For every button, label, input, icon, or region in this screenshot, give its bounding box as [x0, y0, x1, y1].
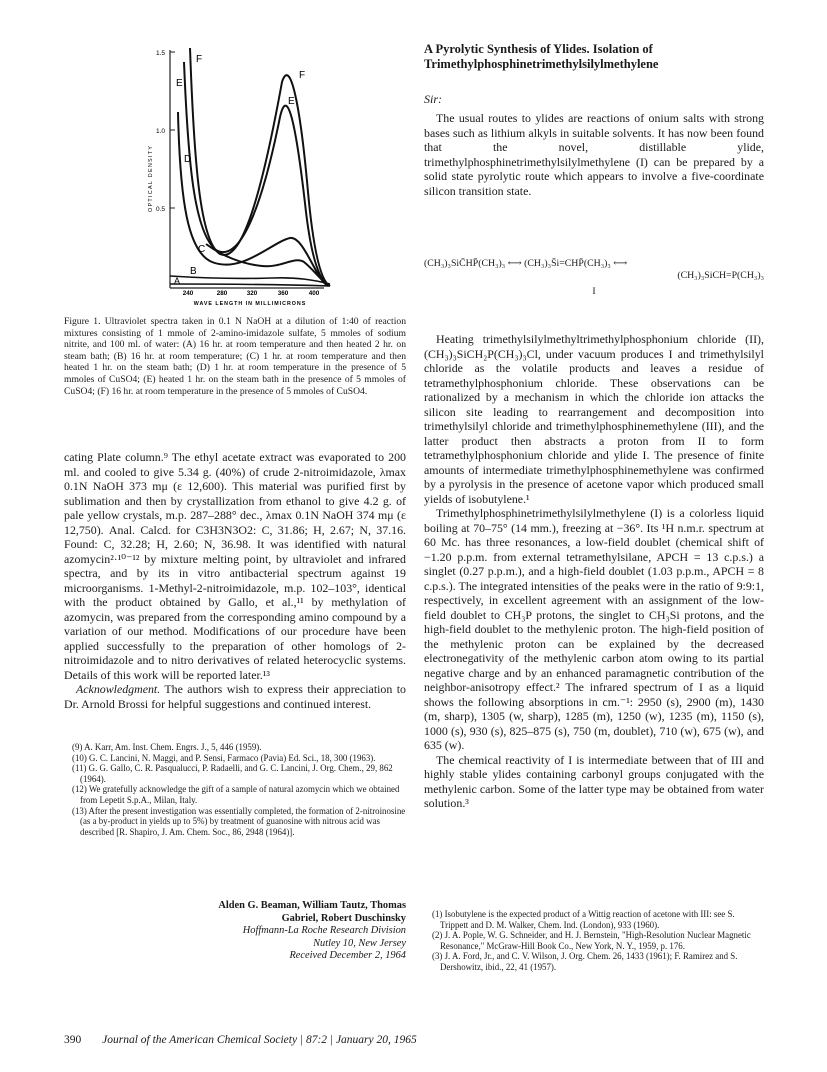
curve-a	[170, 284, 330, 286]
curve-b	[170, 276, 330, 284]
right-body	[424, 332, 764, 811]
footnote: (9) A. Karr, Am. Inst. Chem. Engrs. J., 5, 446 (1959).	[72, 742, 262, 752]
resonance-equation	[424, 258, 764, 298]
figure-uv-spectra	[132, 42, 342, 307]
footnote: (3) J. A. Ford, Jr., and C. V. Wilson, J. Org. Chem. 26, 1433 (1961); F. Ramirez and S. Dershowitz, ibid., 22, 41 (1957).	[432, 951, 738, 972]
article-title: A Pyrolytic Synthesis of Ylides. Isolation of Trimethylphosphinetrimethylsilylmethylene	[424, 42, 659, 71]
x-tick-label: 240	[182, 290, 194, 297]
acknowledgment-paragraph	[64, 682, 406, 711]
y-tick-label: 1.0	[155, 128, 165, 135]
journal-citation: Journal of the American Chemical Society | 87:2 | January 20, 1965	[102, 1034, 417, 1046]
authors: Alden G. Beaman, William Tautz, Thomas Gabriel, Robert Duschinsky	[218, 900, 406, 924]
affiliation: Hoffmann-La Roche Research Division	[242, 925, 406, 937]
footnote: (11) G. G. Gallo, C. R. Pasqualucci, P. Radaelli, and G. C. Lancini, J. Org. Chem., 29, 862 (1964).	[72, 763, 393, 784]
x-tick-label: 280	[216, 290, 228, 297]
footnote: (12) We gratefully acknowledge the gift of a sample of natural azomycin which we obtained from Lepetit S.p.A., Milan, Italy.	[72, 784, 400, 805]
equation-line-2: (CH₃)₃SiCH=P(CH₃)₃	[677, 270, 764, 281]
body-paragraph: The chemical reactivity of I is intermediate between that of III and highly stable ylides containing carbonyl groups conjugated with the methylenic carbon. Some of the latter type may be obtained from water solution.³	[424, 752, 764, 810]
footnote: (10) G. C. Lancini, N. Maggi, and P. Sensi, Farmaco (Pavia) Ed. Sci., 18, 300 (1963).	[72, 752, 376, 763]
curve-label: E	[288, 96, 295, 107]
curve-label: E	[176, 78, 183, 89]
equation-line-1: (CH₃)₃SiC̄HP̄(CH₃)₃ ⟷ (CH₃)₃S̄i=CHP̄(CH₃)₃ ⟷	[424, 258, 628, 269]
curve-label: A	[174, 276, 181, 286]
x-axis-label: WAVE LENGTH IN MILLIMICRONS	[193, 301, 307, 307]
footnote: (1) Isobutylene is the expected product of a Wittig reaction of acetone with III: see S. Trippett and D. M. Walker, Chem. Ind. (London), 933 (1960).	[432, 909, 735, 930]
x-tick-label: 400	[308, 290, 320, 297]
y-tick-label: 1.5	[155, 50, 165, 57]
body-paragraph: Heating trimethylsilylmethyltrimethylphosphonium chloride (II), (CH₃)₃SiCH₂P(CH₃)₃Cl, under vacuum produces I and trimethylsilyl chloride as the volatile products and leaves a residue of tetramethylphosphonium chloride. These observations can be rationalized by a mechanism in which the chloride ion attacks the silicon site leading to rearrangement and decomposition into trimethylsilyl chloride and trimethylphosphinemethylene (III), and the latter product then abstracts a proton from II to form tetramethylphosphonium chloride and ylide I. The presence of finite amounts of intermediate trimethylphosphinemethylene was confirmed by a pyrolysis in the presence of acetone vapor which produced small yields of isobutylene.¹	[424, 332, 764, 506]
signature-block	[196, 900, 406, 963]
y-tick-label: 0.5	[155, 206, 165, 213]
x-tick-label: 320	[246, 290, 258, 297]
spectra-plot	[132, 42, 342, 307]
curve-label: C	[198, 244, 206, 255]
acknowledgment-label: Acknowledgment.	[76, 682, 161, 696]
location: Nutley 10, New Jersey	[313, 937, 406, 949]
intro-paragraph: The usual routes to ylides are reactions of onium salts with strong bases such as lithium alkyls in suitable solvents. It has now been found that the novel, distillable ylide, trimethylphosphinetrimethylsilylmethylene (I) can be prepared by a solid state pyrolytic route which appears to involve a five-coordinate silicon transition state.	[424, 111, 764, 198]
left-column	[64, 450, 406, 711]
body-paragraph: Trimethylphosphinetrimethylsilylmethylene (I) is a colorless liquid boiling at 70–75° (14 mm.), freezing at −36°. Its ¹H n.m.r. spectrum at 60 Mc. has three resonances, a low-field doublet (chemical shift of −1.20 p.p.m. from external tetramethylsilane, APCH = 13 c.p.s.) a singlet (0.27 p.p.m.), and a high-field doublet (1.03 p.p.m., APCH = 8 c.p.s.). The integrated intensities of the peaks were in the ratio of 9:9:1, respectively, in excellent agreement with an assignment of the low-field doublet to CH₃P protons, the singlet to CH₃Si protons, and the high-field doublet to the methylenic proton. The high-field position of the methylenic proton can be explained by the decreased electronegativity of the methylenic carbon atom owing to its partial negative charge and by an enhanced paramagnetic contribution of the neighbor-anisotropy effect.² The infrared spectrum of I as a liquid shows the following absorptions in cm.⁻¹: 2950 (s), 2900 (m), 1430 (m, sharp), 1305 (w, sharp), 1285 (m), 1250 (w), 1235 (m), 1150 (s), 1000 (s), 930 (s), 825–875 (s), 750 (m, doublet), 710 (w), 675 (w), and 635 (w).	[424, 506, 764, 752]
right-footnotes	[432, 909, 764, 973]
page-number: 390	[64, 1034, 82, 1046]
curve-f	[190, 48, 330, 286]
figure-caption: Figure 1. Ultraviolet spectra taken in 0.1 N NaOH at a dilution of 1:40 of reaction mixtures consisting of 1 mmole of 2-amino-imidazole sulfate, 5 mmoles of sodium nitrite, and 100 ml. of water: (A) 16 hr. at room temperature and then heated 2 hr. on steam bath; (B) 16 hr. at room temperature; (C) 1 hr. at room temperature and then heated 1 hr. on the steam bath; (D) 1 hr. at room temperature in the presence of 5 mmoles of CuSO4; (E) heated 1 hr. on the steam bath in the presence of 5 mmoles of CuSO4; (F) 16 hr. at room temperature in the presence of 5 mmoles of CuSO4.	[64, 316, 406, 397]
curve-label: B	[190, 266, 197, 277]
footnote: (2) J. A. Pople, W. G. Schneider, and H. J. Bernstein, "High-Resolution Nuclear Magnetic Resonance," McGraw-Hill Book Co., New York, N. Y., 1959, p. 176.	[432, 930, 751, 951]
page-footer	[64, 1034, 764, 1046]
curve-label: F	[299, 70, 306, 81]
salutation: Sir:	[424, 92, 442, 106]
curve-label: F	[196, 54, 203, 65]
body-paragraph: cating Plate column.⁹ The ethyl acetate extract was evaporated to 200 ml. and cooled to give 5.34 g. (40%) of crude 2-nitroimidazole, λmax 0.1N NaOH 373 mμ (ε 12,600). This material was purified first by sublimation and then by crystallization from ethanol to give 4.2 g. of pale yellow crystals, m.p. 287–288° dec., λmax 0.1N NaOH 374 mμ (ε 12,750). Anal. Calcd. for C3H3N3O2: C, 31.86; H, 2.67; N, 37.16. Found: C, 32.28; H, 2.60; N, 36.98. It was identified with natural azomycin²·¹⁰⁻¹² by mixture melting point, by ultraviolet and infrared spectra, and by its in vitro antibacterial spectrum against 19 microorganisms. 1-Methyl-2-nitroimidazole, m.p. 102–103°, identical with the product obtained by Gallo, et al.,¹¹ by methylation of azomycin, was prepared from the corresponding amino compound by a variation of our method. Modifications of our procedure have been applied successfully to the preparation of other homologs of 2-nitroimidazole and to nitro derivatives of related heterocyclic systems. Details of this work will be reported later.¹³	[64, 450, 406, 682]
x-tick-label: 360	[277, 290, 289, 297]
footnote: (13) After the present investigation was essentially completed, the formation of 2-nitroinosine (as a by-product in yields up to 5%) by treatment of guanosine with nitrous acid was described [R. Shapiro, J. Am. Chem. Soc., 86, 2948 (1964)].	[72, 805, 406, 837]
equation-number: I	[592, 286, 596, 297]
received-date: Received December 2, 1964	[289, 950, 406, 962]
curve-label: D	[184, 154, 192, 165]
acknowledgment-text: The authors wish to express their appreciation to Dr. Arnold Brossi for helpful suggestions and continued interest.	[64, 682, 406, 711]
y-axis-label: OPTICAL DENSITY	[148, 144, 154, 212]
left-footnotes	[72, 742, 406, 837]
